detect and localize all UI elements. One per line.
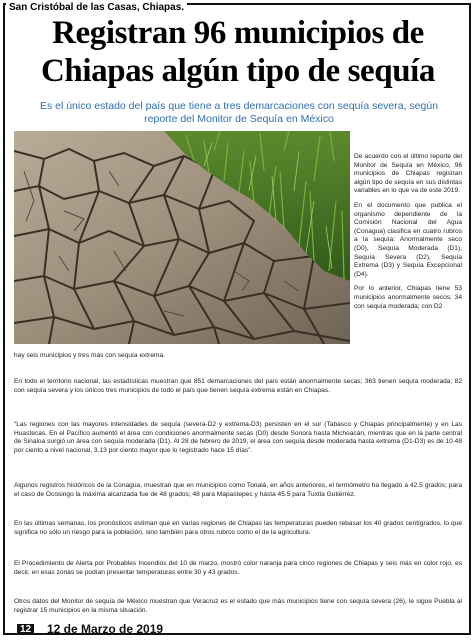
page-number: 12	[17, 624, 34, 635]
headline-line-1: Registran 96 municipios de	[52, 15, 424, 51]
headline-line-2: Chiapas algún tipo de sequía	[40, 53, 436, 89]
dateline: San Cristóbal de las Casas, Chiapas.	[6, 2, 187, 13]
paragraph-9: Otros datos del Monitor de sequía de México muestran que Veracruz es el estado que más municipios tiene con sequía severa (26), le sigue Puebla al registrar 15 municipios en la misma situación.	[14, 598, 462, 614]
footer	[3, 622, 473, 638]
paragraph-4: En todo el territorio nacional, las estadísticas muestran que 851 demarcaciones del país están anormalmente secas; 363 tienen sequía moderada; 82 con sequía severa y los únicos tres municipios de todo el país que tienen sequía extrema están en Chiapas.	[14, 378, 462, 394]
paragraph-1: De acuerdo con el último reporte del Monitor de Sequía en México, 96 municipios de Chiapas registran algún tipo de sequía en sus distintas variables en lo que va de este 2019.	[354, 153, 462, 195]
headline	[6, 14, 470, 90]
paragraph-6: Algunos registros históricos de la Conagua, muestran que en municipios como Tonalá, en años anteriores, el termómetro ha llegado a 42.5 grados; para el caso de Ocosingo la máxima alcanzada fue de 48 grados; 48 para Mapastepec y hasta 45.5 para Tuxtla Gutiérrez.	[14, 482, 462, 498]
paragraph-8: El Procedimiento de Alerta por Probables Incendios del 10 de marzo, mostró color naranja para cinco regiones de Chiapas y seis más en color rojo, es decir, en esas zonas se podían presentar temperaturas entre 30 y 43 grados.	[14, 560, 462, 576]
paragraph-3a: Por lo anterior, Chiapas tiene 53 municipios anormalmente secos; 34 con sequía moderada; con D2	[354, 285, 462, 310]
subheadline: Es el único estado del país que tiene a tres demarcaciones con sequía severa, según reporte del Monitor de Sequía en México	[39, 100, 439, 125]
cracked-dry-soil-photo	[14, 131, 350, 344]
paragraph-3b: hay seis municipios y tres más con sequía extrema.	[14, 352, 165, 359]
paragraph-2: En el documento que publica el organismo dependiente de la Comisión Nacional del Agua (Conagua) clasifica en cuatro rubros a la sequía: Anormalmente seco (D0), Sequía Moderada (D1), Sequía Severa (D2), Sequía Extrema (D3) y Sequía Excepcional (D4).	[354, 201, 462, 278]
paragraph-7: En las últimas semanas, los pronósticos estiman que en varias regiones de Chiapas las temperaturas pueden rebasar los 40 grados centígrados, lo que significa no sólo un riesgo para la población, sino también para otros rubros como el de la agricultura.	[14, 520, 462, 536]
soil-photo-graphic	[14, 131, 350, 344]
footer-date: 12 de Marzo de 2019	[47, 622, 164, 636]
side-column	[354, 153, 462, 317]
paragraph-5: “Las regiones con las mayores intensidades de sequía (severa-D2 y extrema-D3) persisten en el sur (Tabasco y Chiapas principalmente) y en Las Huastecas. En el Pacífico aumentó el área con condiciones anormalmente secas (D0) desde Sonora hasta Michoacán, mientras que en la parte central de Sinaloa surgió un área con sequía moderada (D1). Al 28 de febrero de 2019, el área con sequía desde moderada hasta extrema (D1-D3) es de 10.48 por ciento a nivel nacional, 3.13 por ciento mayor que lo registrado hace 15 días”.	[14, 421, 462, 454]
